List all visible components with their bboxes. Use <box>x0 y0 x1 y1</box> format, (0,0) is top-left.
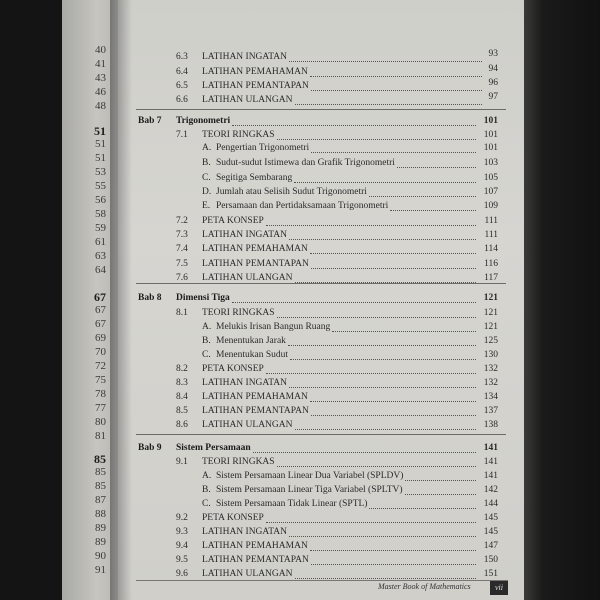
toc-entry-number: B. <box>202 336 211 346</box>
toc-entry-title: Sistem Persamaan Linear Dua Variabel (SPLDV) <box>216 471 404 481</box>
toc-leader-dots <box>277 139 476 140</box>
toc-leader-dots <box>294 182 476 183</box>
toc-entry-number: B. <box>202 158 211 168</box>
toc-entry-title: Melukis Irisan Bangun Ruang <box>216 322 331 332</box>
toc-entry-number: 8.5 <box>176 406 188 416</box>
left-page-number: 55 <box>95 180 106 192</box>
toc-leader-dots <box>289 61 482 62</box>
toc-entry-page: 132 <box>483 378 498 388</box>
toc-entry-page: 137 <box>483 406 498 416</box>
toc-entry-title: Dimensi Tiga <box>176 293 230 303</box>
left-page-number: 70 <box>95 346 106 358</box>
toc-entry-page: 145 <box>483 527 498 537</box>
toc-entry-page: 111 <box>484 230 498 240</box>
toc-entry-number: C. <box>202 350 211 360</box>
toc-entry-page: 125 <box>483 336 498 346</box>
toc-leader-dots <box>266 373 476 374</box>
toc-entry-title: LATIHAN PEMAHAMAN <box>202 541 308 551</box>
book-gutter <box>110 0 132 600</box>
toc-entry-title: LATIHAN PEMANTAPAN <box>202 406 309 416</box>
toc-leader-dots <box>311 415 476 416</box>
toc-entry-page: 114 <box>484 244 498 254</box>
toc-entry-page: 105 <box>483 173 498 183</box>
toc-entry-title: PETA KONSEP <box>202 364 264 374</box>
toc-entry-page: 138 <box>483 420 498 430</box>
toc-leader-dots <box>390 210 476 211</box>
toc-entry-page: 109 <box>483 201 498 211</box>
toc-leader-dots <box>277 466 476 467</box>
toc-leader-dots <box>277 317 476 318</box>
toc-entry-number: B. <box>202 485 211 495</box>
toc-entry-page: 96 <box>488 78 498 88</box>
toc-entry-page: 150 <box>483 555 498 565</box>
toc-entry-number: E. <box>202 201 211 211</box>
toc-entry-number: 8.2 <box>176 364 188 374</box>
toc-entry-page: 93 <box>488 49 498 59</box>
toc-leader-dots <box>405 494 476 495</box>
toc-entry-number: 7.1 <box>176 130 188 140</box>
toc-leader-dots <box>290 359 476 360</box>
toc-entry-title: LATIHAN INGATAN <box>202 52 287 62</box>
toc-entry-title: LATIHAN ULANGAN <box>202 420 293 430</box>
toc-entry-title: LATIHAN PEMAHAMAN <box>202 244 308 254</box>
chapter-7-divider <box>136 109 506 110</box>
toc-entry-page: 145 <box>483 513 498 523</box>
toc-entry-number: 9.6 <box>176 569 188 579</box>
toc-entry-number: Bab 9 <box>138 443 162 453</box>
toc-entry-title: LATIHAN PEMANTAPAN <box>202 81 309 91</box>
toc-leader-dots <box>397 167 476 168</box>
toc-leader-dots <box>295 578 476 579</box>
toc-entry-title: LATIHAN PEMAHAMAN <box>202 67 308 77</box>
left-page-number: 46 <box>95 86 106 98</box>
toc-entry-number: 6.3 <box>176 52 188 62</box>
toc-entry-page: 121 <box>483 322 498 332</box>
left-page-number: 40 <box>95 44 106 56</box>
left-page-number: 56 <box>95 194 106 206</box>
left-page-number: 87 <box>95 494 106 506</box>
left-page-number: 78 <box>95 388 106 400</box>
toc-leader-dots <box>232 125 476 126</box>
toc-entry-title: Menentukan Jarak <box>216 336 286 346</box>
toc-entry-title: LATIHAN INGATAN <box>202 378 287 388</box>
toc-entry-number: 9.5 <box>176 555 188 565</box>
toc-entry-number: 9.2 <box>176 513 188 523</box>
toc-leader-dots <box>266 522 476 523</box>
toc-leader-dots <box>289 536 476 537</box>
toc-entry-title: PETA KONSEP <box>202 513 264 523</box>
toc-entry-title: LATIHAN INGATAN <box>202 527 287 537</box>
toc-entry-title: Menentukan Sudut <box>216 350 289 360</box>
toc-leader-dots <box>405 480 476 481</box>
left-page-number: 51 <box>95 152 106 164</box>
toc-entry-number: 9.1 <box>176 457 188 467</box>
table-of-contents-page <box>118 0 524 600</box>
chapter-9-divider <box>136 434 506 435</box>
toc-entry-page: 141 <box>483 471 498 481</box>
left-page-number: 61 <box>95 236 106 248</box>
toc-entry-number: 8.1 <box>176 308 188 318</box>
toc-leader-dots <box>289 239 476 240</box>
toc-entry-title: LATIHAN ULANGAN <box>202 95 293 105</box>
toc-entry-page: 94 <box>488 64 498 74</box>
toc-leader-dots <box>253 452 476 453</box>
toc-entry-page: 134 <box>483 392 498 402</box>
toc-entry-title: Sudut-sudut Istimewa dan Grafik Trigonometri <box>216 158 395 168</box>
left-page-number: 48 <box>95 100 106 112</box>
toc-entry-page: 121 <box>483 293 498 303</box>
toc-entry-number: 9.4 <box>176 541 188 551</box>
toc-entry-title: Sistem Persamaan Tidak Linear (SPTL) <box>216 499 368 509</box>
toc-leader-dots <box>310 550 476 551</box>
toc-entry-number: A. <box>202 143 212 153</box>
toc-entry-number: C. <box>202 173 211 183</box>
left-page-number: 89 <box>95 536 106 548</box>
toc-entry-title: Persamaan dan Pertidaksamaan Trigonometri <box>216 201 389 211</box>
toc-leader-dots <box>311 90 482 91</box>
toc-entry-title: LATIHAN PEMANTAPAN <box>202 259 309 269</box>
toc-entry-page: 116 <box>484 259 498 269</box>
toc-leader-dots <box>369 196 476 197</box>
toc-entry-page: 111 <box>484 216 498 226</box>
toc-leader-dots <box>295 429 476 430</box>
toc-entry-title: LATIHAN INGATAN <box>202 230 287 240</box>
toc-entry-page: 151 <box>483 569 498 579</box>
footer-page-number: vii <box>490 581 508 595</box>
toc-leader-dots <box>332 331 476 332</box>
toc-entry-number: 7.2 <box>176 216 188 226</box>
toc-leader-dots <box>288 345 476 346</box>
toc-entry-number: 9.3 <box>176 527 188 537</box>
toc-entry-page: 121 <box>483 308 498 318</box>
left-page-number: 77 <box>95 402 106 414</box>
toc-entry-number: 7.5 <box>176 259 188 269</box>
toc-entry-title: TEORI RINGKAS <box>202 457 275 467</box>
toc-entry-page: 101 <box>483 130 498 140</box>
toc-entry-number: 6.6 <box>176 95 188 105</box>
toc-entry-number: A. <box>202 322 212 332</box>
toc-entry-title: TEORI RINGKAS <box>202 130 275 140</box>
left-page-number: 51 <box>94 124 106 138</box>
toc-entry-page: 103 <box>483 158 498 168</box>
toc-entry-page: 132 <box>483 364 498 374</box>
toc-entry-number: 8.4 <box>176 392 188 402</box>
toc-entry-number: 7.4 <box>176 244 188 254</box>
left-page-number: 89 <box>95 522 106 534</box>
toc-leader-dots <box>232 302 476 303</box>
left-page-number: 88 <box>95 508 106 520</box>
toc-entry-title: Trigonometri <box>176 116 231 126</box>
footer-rule <box>136 580 508 581</box>
footer-book-title: Master Book of Mathematics <box>378 582 471 591</box>
toc-leader-dots <box>311 564 476 565</box>
left-page-number: 75 <box>95 374 106 386</box>
toc-entry-page: 142 <box>483 485 498 495</box>
toc-entry-title: Sistem Persamaan <box>176 443 251 453</box>
toc-entry-number: 7.6 <box>176 273 188 283</box>
left-page-number: 90 <box>95 550 106 562</box>
toc-entry-title: LATIHAN ULANGAN <box>202 273 293 283</box>
toc-entry-number: 6.5 <box>176 81 188 91</box>
toc-entry-title: Sistem Persamaan Linear Tiga Variabel (SPLTV) <box>216 485 403 495</box>
toc-entry-title: LATIHAN PEMAHAMAN <box>202 392 308 402</box>
toc-entry-page: 147 <box>483 541 498 551</box>
left-page-number: 64 <box>95 264 106 276</box>
left-page-number: 72 <box>95 360 106 372</box>
toc-entry-page: 101 <box>483 143 498 153</box>
toc-entry-number: 8.6 <box>176 420 188 430</box>
toc-leader-dots <box>295 104 482 105</box>
left-page-number: 85 <box>94 452 106 466</box>
background-shadow <box>524 0 600 600</box>
toc-entry-title: LATIHAN ULANGAN <box>202 569 293 579</box>
toc-leader-dots <box>289 387 476 388</box>
toc-leader-dots <box>310 76 482 77</box>
toc-entry-page: 97 <box>488 92 498 102</box>
toc-entry-title: PETA KONSEP <box>202 216 264 226</box>
left-page-number: 51 <box>95 138 106 150</box>
toc-leader-dots <box>311 268 476 269</box>
toc-entry-page: 141 <box>483 457 498 467</box>
toc-leader-dots <box>310 253 476 254</box>
toc-leader-dots <box>295 282 476 283</box>
toc-entry-page: 101 <box>483 116 498 126</box>
toc-entry-number: 7.3 <box>176 230 188 240</box>
left-page-number: 85 <box>95 466 106 478</box>
toc-entry-title: TEORI RINGKAS <box>202 308 275 318</box>
left-page-number: 67 <box>94 290 106 304</box>
toc-entry-number: A. <box>202 471 212 481</box>
toc-entry-page: 130 <box>483 350 498 360</box>
left-page-number: 91 <box>95 564 106 576</box>
left-page-number: 53 <box>95 166 106 178</box>
toc-entry-number: Bab 8 <box>138 293 162 303</box>
toc-entry-title: Segitiga Sembarang <box>216 173 293 183</box>
toc-leader-dots <box>310 401 476 402</box>
toc-entry-page: 117 <box>484 273 498 283</box>
chapter-8-divider <box>136 283 506 284</box>
left-page-number: 41 <box>95 58 106 70</box>
toc-entry-number: D. <box>202 187 212 197</box>
toc-leader-dots <box>266 225 476 226</box>
toc-leader-dots <box>311 152 476 153</box>
toc-entry-title: Jumlah atau Selisih Sudut Trigonometri <box>216 187 367 197</box>
left-page-number: 80 <box>95 416 106 428</box>
left-page-number: 85 <box>95 480 106 492</box>
toc-entry-number: C. <box>202 499 211 509</box>
toc-leader-dots <box>369 508 476 509</box>
left-page-number: 67 <box>95 304 106 316</box>
left-page-number: 67 <box>95 318 106 330</box>
left-page-number: 59 <box>95 222 106 234</box>
toc-entry-number: 6.4 <box>176 67 188 77</box>
left-page-number: 43 <box>95 72 106 84</box>
left-page-number: 63 <box>95 250 106 262</box>
toc-entry-number: Bab 7 <box>138 116 162 126</box>
left-page-number: 69 <box>95 332 106 344</box>
toc-entry-page: 107 <box>483 187 498 197</box>
left-page-number: 58 <box>95 208 106 220</box>
toc-entry-page: 144 <box>483 499 498 509</box>
toc-entry-title: LATIHAN PEMANTAPAN <box>202 555 309 565</box>
toc-entry-page: 141 <box>483 443 498 453</box>
left-page-number: 81 <box>95 430 106 442</box>
toc-entry-number: 8.3 <box>176 378 188 388</box>
toc-entry-title: Pengertian Trigonometri <box>216 143 310 153</box>
